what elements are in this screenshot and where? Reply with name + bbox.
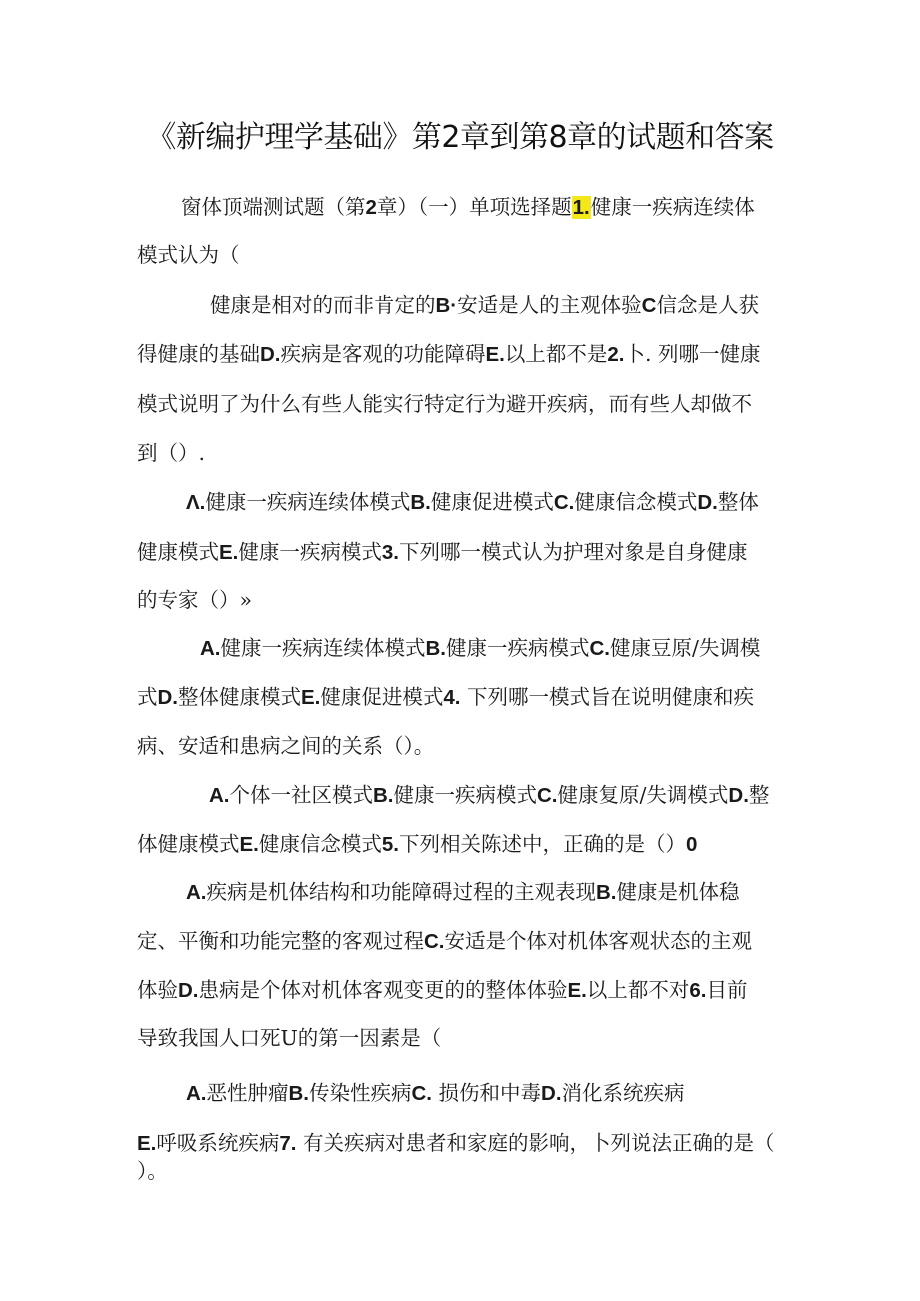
text-segment: 疾病是机体结构和功能障碍过程的主观表现 bbox=[206, 880, 596, 904]
option-marker: 0 bbox=[685, 833, 698, 856]
option-marker: B. bbox=[288, 1082, 309, 1105]
option-marker: E. bbox=[301, 686, 321, 709]
text-line bbox=[137, 1156, 168, 1186]
text-segment: 下列哪一模式认为护理对象是自身健康 bbox=[398, 540, 748, 564]
option-marker: 7. bbox=[279, 1132, 297, 1155]
text-segment: 导致我国人口死U的第一因素是（ bbox=[137, 1026, 442, 1050]
option-marker: B. bbox=[596, 881, 617, 904]
text-segment: 疾病是客观的功能障碍 bbox=[280, 342, 486, 366]
option-marker: 3. bbox=[381, 541, 399, 564]
text-segment: 到（）. bbox=[137, 441, 206, 465]
text-segment: 健康模式 bbox=[137, 540, 219, 564]
text-segment: 健康促进模式 bbox=[320, 685, 444, 709]
text-segment: 呼吸系统疾病 bbox=[156, 1131, 280, 1155]
option-marker: C. bbox=[589, 637, 610, 660]
text-line bbox=[137, 829, 697, 860]
text-segment: 整体健康模式 bbox=[178, 685, 301, 709]
text-line bbox=[186, 1078, 685, 1109]
text-segment: 健康信念模式 bbox=[574, 490, 698, 514]
text-segment: 下列哪一模式旨在说明健康和疾 bbox=[460, 685, 754, 709]
text-segment: 恶性肿瘤 bbox=[206, 1081, 289, 1105]
text-segment: 信念是人获 bbox=[656, 293, 759, 317]
option-marker: 2. bbox=[607, 343, 625, 366]
option-marker: B. bbox=[425, 637, 446, 660]
text-segment: 的专家（）» bbox=[137, 588, 253, 612]
text-segment: 健康一疾病连续体模式 bbox=[205, 490, 411, 514]
text-segment: 健康一疾病模式 bbox=[238, 540, 382, 564]
text-line bbox=[137, 682, 754, 713]
text-segment: 下列相关陈述中，正确的是（） bbox=[398, 832, 686, 856]
option-marker: 6. bbox=[689, 979, 707, 1002]
text-line bbox=[209, 780, 769, 811]
text-segment: 健康信念模式 bbox=[258, 832, 382, 856]
option-marker: D. bbox=[728, 784, 749, 807]
text-segment: 健康复原/失调模式 bbox=[557, 783, 729, 807]
option-marker: A. bbox=[200, 637, 221, 660]
text-segment: 整体 bbox=[717, 490, 759, 514]
document-title: 《新编护理学基础》第2章到第8章的试题和答案 bbox=[146, 120, 774, 155]
option-marker: 4. bbox=[443, 686, 461, 709]
text-segment: 损伤和中毒 bbox=[432, 1081, 542, 1105]
text-segment: 安适是个体对机体客观状态的主观 bbox=[444, 929, 752, 953]
option-marker: B· bbox=[435, 294, 458, 317]
text-segment: 式 bbox=[137, 685, 158, 709]
text-segment: 章）（一）单项选择题 bbox=[376, 195, 572, 219]
text-line bbox=[210, 290, 759, 321]
text-segment: 以上都不对 bbox=[586, 978, 690, 1002]
option-marker: E. bbox=[219, 541, 239, 564]
text-line bbox=[137, 585, 252, 615]
text-line bbox=[137, 926, 752, 957]
text-line bbox=[137, 731, 434, 761]
option-marker: D. bbox=[260, 343, 281, 366]
option-marker: E. bbox=[239, 833, 259, 856]
text-segment: 健康是相对的而非肯定的 bbox=[210, 293, 436, 317]
option-marker: Λ. bbox=[186, 491, 206, 514]
option-marker: D. bbox=[541, 1082, 562, 1105]
text-segment: 卜. 列哪一健康 bbox=[624, 342, 761, 366]
text-line bbox=[137, 438, 205, 468]
text-segment: 健康是机体稳 bbox=[616, 880, 740, 904]
text-line bbox=[181, 192, 755, 223]
text-segment: 得健康的基础 bbox=[137, 342, 260, 366]
text-line bbox=[137, 975, 747, 1006]
option-marker: C bbox=[641, 294, 657, 317]
option-marker: D. bbox=[157, 686, 178, 709]
text-segment: 消化系统疾病 bbox=[561, 1081, 685, 1105]
option-marker: C. bbox=[537, 784, 558, 807]
option-marker: 2 bbox=[365, 196, 377, 219]
text-segment: 目前 bbox=[706, 978, 748, 1002]
text-segment: 健康一疾病模式 bbox=[393, 783, 537, 807]
option-marker: C. bbox=[411, 1082, 432, 1105]
option-marker: D. bbox=[178, 979, 199, 1002]
text-segment: 窗体顶端测试题（第 bbox=[181, 195, 366, 219]
text-segment: ）。 bbox=[137, 1159, 168, 1183]
text-segment: 健康一疾病连续体模式 bbox=[220, 636, 426, 660]
text-segment: 以上都不是 bbox=[504, 342, 608, 366]
text-segment: 传染性疾病 bbox=[309, 1081, 412, 1105]
text-line bbox=[137, 1128, 775, 1159]
option-marker: A. bbox=[186, 881, 207, 904]
text-segment: 体健康模式 bbox=[137, 832, 240, 856]
text-segment: 健康一疾病连续体 bbox=[590, 195, 755, 219]
text-line bbox=[200, 633, 760, 664]
highlighted-question-number: 1. bbox=[572, 196, 590, 219]
option-marker: A. bbox=[186, 1082, 207, 1105]
text-segment: 个体一社区模式 bbox=[229, 783, 373, 807]
text-line bbox=[137, 339, 761, 370]
text-line bbox=[137, 240, 240, 270]
option-marker: A. bbox=[209, 784, 230, 807]
text-segment: 整 bbox=[748, 783, 770, 807]
text-segment: 模式认为（ bbox=[137, 243, 240, 267]
option-marker: C. bbox=[553, 491, 575, 514]
text-line bbox=[137, 1023, 441, 1053]
text-segment: 患病是个体对机体客观变更的的整体体验 bbox=[198, 978, 568, 1002]
text-segment: 定、平衡和功能完整的客观过程 bbox=[137, 929, 424, 953]
text-line bbox=[137, 389, 752, 419]
option-marker: B. bbox=[410, 491, 431, 514]
option-marker: E. bbox=[137, 1132, 157, 1155]
option-marker: 5. bbox=[381, 833, 399, 856]
option-marker: E. bbox=[567, 979, 587, 1002]
text-line bbox=[186, 487, 759, 518]
text-line bbox=[137, 537, 747, 568]
option-marker: D. bbox=[697, 491, 718, 514]
text-segment: 健康促进模式 bbox=[430, 490, 554, 514]
text-segment: 有关疾病对患者和家庭的影响，卜列说法正确的是（ bbox=[296, 1131, 775, 1155]
text-segment: 体验 bbox=[137, 978, 178, 1002]
text-segment: 健康一疾病模式 bbox=[446, 636, 590, 660]
text-segment: 病、安适和患病之间的关系（）。 bbox=[137, 734, 435, 758]
option-marker: E. bbox=[485, 343, 505, 366]
option-marker: B. bbox=[373, 784, 394, 807]
text-segment: 健康豆原/失调模 bbox=[610, 636, 761, 660]
text-segment: 安适是人的主观体验 bbox=[457, 293, 642, 317]
text-line bbox=[186, 877, 740, 908]
option-marker: C. bbox=[424, 930, 445, 953]
text-segment: 模式说明了为什么有些人能实行特定行为避开疾病，而有些人却做不 bbox=[137, 392, 752, 416]
